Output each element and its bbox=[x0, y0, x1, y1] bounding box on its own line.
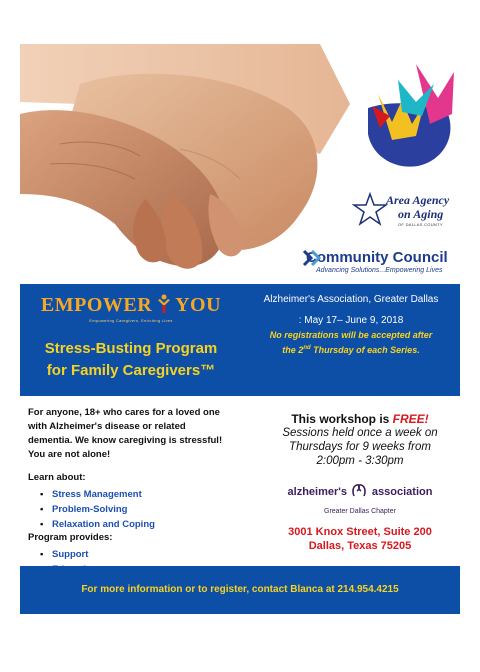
empower-word: EMPOWER bbox=[40, 294, 153, 316]
area-agency-line2: on Aging bbox=[398, 207, 444, 221]
learn-list bbox=[28, 487, 248, 532]
you-word: YOU bbox=[175, 294, 222, 316]
address bbox=[258, 525, 462, 553]
address-line1: 3001 Knox Street, Suite 200 bbox=[288, 526, 432, 538]
area-agency-line1: Area Agency bbox=[386, 193, 450, 207]
workshop-section bbox=[258, 412, 462, 553]
sessions-text: Sessions held once a week on Thursdays for 9 weeks from 2:00pm - 3:30pm bbox=[282, 427, 438, 467]
list-item: • Problem-Solving bbox=[28, 502, 248, 517]
organization-name: Alzheimer's Association, Greater Dallas bbox=[263, 294, 439, 305]
person-icon bbox=[157, 294, 171, 314]
contact-footer bbox=[20, 566, 460, 614]
flyer bbox=[20, 44, 460, 614]
band-right bbox=[242, 284, 460, 396]
band-left bbox=[20, 284, 242, 396]
provides-heading: Program provides: bbox=[28, 532, 113, 543]
audience-section bbox=[28, 406, 248, 577]
program-band bbox=[20, 284, 460, 396]
contact-text: For more information or to register, contact Blanca at 214.954.4215 bbox=[81, 584, 399, 595]
empower-you-logo bbox=[20, 294, 242, 323]
registration-note-line2: the 2nd Thursday of each Series. bbox=[282, 345, 420, 355]
list-item: • Relaxation and Coping bbox=[28, 517, 248, 532]
community-council-logo bbox=[302, 249, 460, 283]
double-chevron-icon bbox=[302, 249, 322, 267]
registration-note bbox=[242, 329, 460, 357]
alz-chapter: Greater Dallas Chapter bbox=[324, 508, 396, 515]
community-council-tagline: Advancing Solutions...Empowering Lives bbox=[316, 267, 443, 274]
alzheimers-association-logo bbox=[258, 482, 462, 502]
free-word: FREE! bbox=[392, 412, 429, 426]
intro-text: For anyone, 18+ who cares for a loved one with Alzheimer's disease or related dementia. We know caregiving is stressful! You are not alone! bbox=[28, 407, 223, 460]
empower-tagline: Empowering Caregivers, Enriching Lives bbox=[89, 318, 173, 323]
free-line: This workshop is FREE! bbox=[291, 412, 429, 426]
hero-photo bbox=[20, 44, 460, 284]
alz-left-word: alzheimer's bbox=[287, 486, 348, 498]
alz-right-word: association bbox=[371, 486, 433, 498]
hands-photo-icon bbox=[20, 44, 460, 284]
learn-heading: Learn about: bbox=[28, 472, 86, 483]
registration-note-line1: No registrations will be accepted after bbox=[269, 330, 433, 340]
community-council-name: Community Council bbox=[306, 249, 448, 266]
area-agency-logo bbox=[358, 189, 458, 237]
area-agency-sub: OF DALLAS COUNTY bbox=[398, 222, 443, 227]
address-line2: Dallas, Texas 75205 bbox=[308, 540, 412, 552]
program-dates: : May 17– June 9, 2018 bbox=[298, 315, 404, 326]
program-title-line1: Stress-Busting Program bbox=[44, 340, 218, 357]
program-title-line2: for Family Caregivers™ bbox=[46, 362, 216, 379]
program-title bbox=[20, 338, 242, 382]
list-item: • Stress Management bbox=[28, 487, 248, 502]
list-item: • Support bbox=[28, 547, 248, 562]
alz-symbol-icon bbox=[351, 483, 367, 497]
